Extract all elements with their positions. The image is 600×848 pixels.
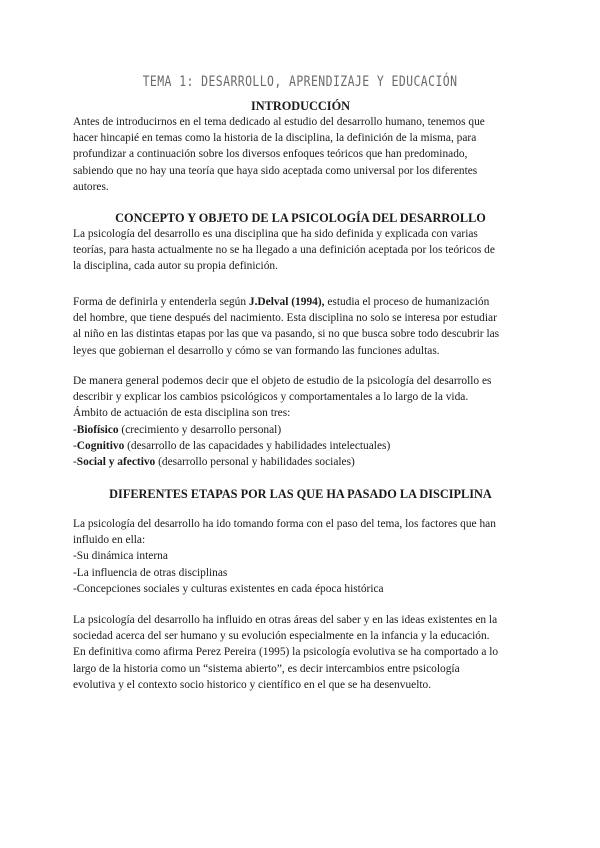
list-item-text: (desarrollo de las capacidades y habilidades intelectuales) bbox=[124, 439, 391, 452]
etapas-paragraph-2 bbox=[73, 612, 528, 693]
concepto-paragraph-3 bbox=[73, 373, 528, 470]
document-title: TEMA 1: DESARROLLO, APRENDIZAJE Y EDUCACIÓN bbox=[142, 74, 458, 90]
list-dash: - bbox=[73, 456, 77, 469]
text-line: del hombre, que tiene después del nacimiento. Esta disciplina no solo se interesa por estudiar bbox=[73, 312, 497, 325]
text-line: De manera general podemos decir que el objeto de estudio de la psicología del desarrollo es bbox=[73, 375, 492, 387]
text-line: leyes que gobiernan el desarrollo y cómo se van formando las funciones adultas. bbox=[73, 344, 440, 357]
etapas-paragraph-1 bbox=[73, 516, 528, 597]
list-item-text: (crecimiento y desarrollo personal) bbox=[118, 423, 282, 436]
text-run: Forma de definirla y entenderla según bbox=[73, 296, 249, 308]
list-dash: - bbox=[73, 423, 77, 436]
text-line: describir y explicar los cambios psicológicos y comportamentales a lo largo de la vida. bbox=[73, 391, 469, 404]
text-line: hacer hincapié en temas como la historia de la disciplina, la definición de la misma, para bbox=[73, 132, 477, 145]
text-line: influido en ella: bbox=[73, 534, 146, 547]
intro-section bbox=[73, 98, 528, 195]
list-item-term: Social y afectivo bbox=[76, 456, 156, 469]
text-line: La psicología del desarrollo ha ido tomando forma con el paso del tema, los factores que han bbox=[73, 518, 496, 530]
etapas-section bbox=[73, 486, 528, 502]
text-line: Antes de introducirnos en el tema dedicado al estudio del desarrollo humano, tenemos que bbox=[73, 116, 485, 128]
text-line: autores. bbox=[73, 180, 109, 193]
text-line: profundizar a continuación sobre los diversos enfoques teóricos que han predominado, bbox=[73, 148, 468, 161]
text-line: al niño en las distintas etapas por las que va pasando, si no que busca sobre todo descubrir las bbox=[73, 328, 500, 341]
concepto-heading: CONCEPTO Y OBJETO DE LA PSICOLOGÍA DEL DESARROLLO bbox=[115, 211, 486, 225]
concepto-section bbox=[73, 210, 528, 275]
author-citation: J.Delval (1994), bbox=[248, 296, 325, 308]
list-dash: - bbox=[73, 439, 77, 452]
text-line: En definitiva como afirma Perez Pereira (1995) la psicología evolutiva se ha comportado a lo bbox=[73, 646, 499, 659]
text-line: Ámbito de actuación de esta disciplina son tres: bbox=[73, 407, 291, 420]
list-item-biofisico bbox=[73, 422, 528, 438]
text-line: sabiendo que no hay una teoría que haya sido aceptada como universal por los diferentes bbox=[73, 164, 478, 177]
list-item-social bbox=[73, 454, 528, 470]
text-line: la disciplina, cada autor su propia definición. bbox=[73, 260, 278, 273]
intro-heading: INTRODUCCIÓN bbox=[250, 99, 351, 113]
text-line: sociedad acerca del ser humano y su evolución especialmente en la infancia y la educación. bbox=[73, 630, 490, 643]
text-line: -Concepciones sociales y culturas existentes en cada época histórica bbox=[73, 582, 384, 595]
intro-paragraph bbox=[73, 114, 528, 195]
text-line: teorías, para hasta actualmente no se ha llegado a una definición aceptada por los teóricos de bbox=[73, 244, 495, 257]
concepto-paragraph-2 bbox=[73, 294, 528, 359]
text-line: largo de la historia como un “sistema abierto”, es decir intercambios entre psicología bbox=[73, 662, 460, 675]
list-item-cognitivo bbox=[73, 438, 528, 454]
concepto-paragraph-1 bbox=[73, 226, 528, 275]
text-line: -Su dinámica interna bbox=[73, 550, 168, 563]
etapas-heading: DIFERENTES ETAPAS POR LAS QUE HA PASADO LA DISCIPLINA bbox=[109, 487, 492, 501]
text-line bbox=[73, 294, 528, 310]
text-line: evolutiva y el contexto socio historico y científico en el que se ha desenvuelto. bbox=[73, 678, 432, 691]
text-run: estudia el proceso de humanización bbox=[324, 296, 490, 308]
list-item-text: (desarrollo personal y habilidades sociales) bbox=[155, 456, 355, 469]
text-line: -La influencia de otras disciplinas bbox=[73, 566, 228, 579]
list-item-term: Biofísico bbox=[76, 423, 119, 436]
list-item-term: Cognitivo bbox=[76, 439, 125, 452]
text-line: La psicología del desarrollo ha influido en otras áreas del saber y en las ideas existentes en la bbox=[73, 614, 498, 626]
text-line: La psicología del desarrollo es una disciplina que ha sido definida y explicada con varias bbox=[73, 228, 478, 240]
